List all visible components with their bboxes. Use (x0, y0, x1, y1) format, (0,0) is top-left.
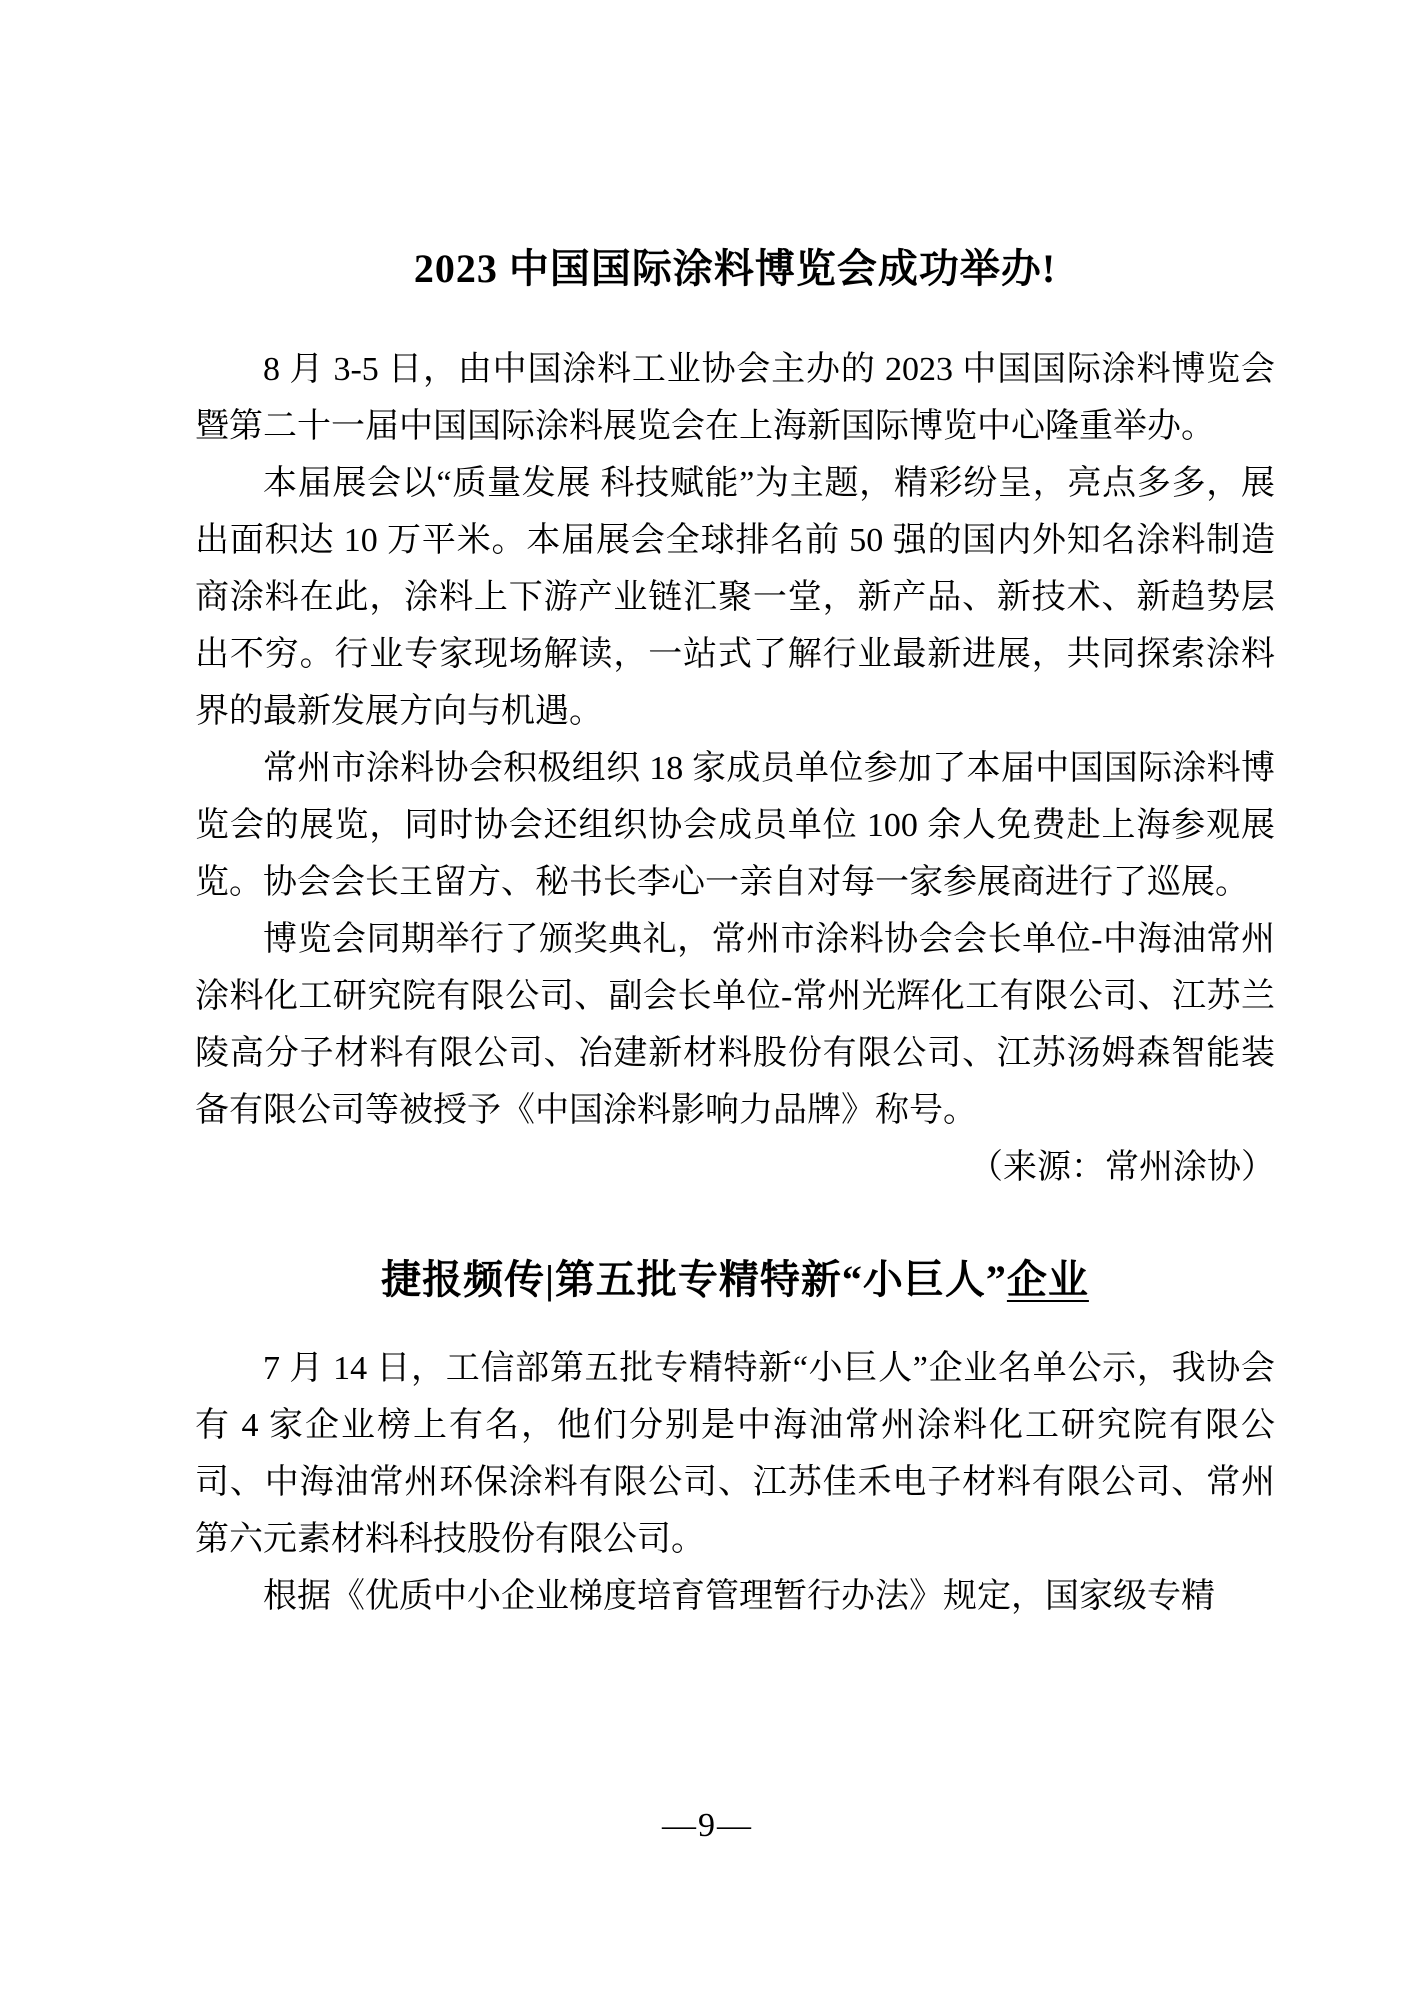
article-1-paragraph-2: 本届展会以“质量发展 科技赋能”为主题，精彩纷呈，亮点多多，展出面积达 10 万平米。本届展会全球排名前 50 强的国内外知名涂料制造商涂料在此，涂料上下游产业链汇聚一堂，新产品、新技术、新趋势层出不穷。行业专家现场解读，一站式了解行业最新进展，共同探索涂料界的最新发展方向与机遇。 (195, 465, 1275, 730)
article-2-title (195, 1256, 1275, 1304)
article-2-title-underlined-text: 企业 (1006, 1257, 1089, 1302)
article-2-paragraph-2: 根据《优质中小企业梯度培育管理暂行办法》规定，国家级专精 (263, 1578, 1215, 1615)
article-1-paragraph-4: 博览会同期举行了颁奖典礼，常州市涂料协会会长单位-中海油常州涂料化工研究院有限公司、副会长单位-常州光辉化工有限公司、江苏兰陵高分子材料有限公司、冶建新材料股份有限公司、江苏汤姆森智能装备有限公司等被授予《中国涂料影响力品牌》称号。 (195, 921, 1275, 1129)
article-1-paragraph-3: 常州市涂料协会积极组织 18 家成员单位参加了本届中国国际涂料博览会的展览，同时协会还组织协会成员单位 100 余人免费赴上海参观展览。协会会长王留方、秘书长李心一亲自对每一家参展商进行了巡展。 (195, 750, 1275, 901)
source-attribution: （来源：常州涂协） (969, 1149, 1275, 1186)
article-2-title-text: 捷报频传|第五批专精特新“小巨人” (381, 1257, 1007, 1302)
article-2-paragraph-1: 7 月 14 日，工信部第五批专精特新“小巨人”企业名单公示，我协会有 4 家企业榜上有名，他们分别是中海油常州涂料化工研究院有限公司、中海油常州环保涂料有限公司、江苏佳禾电子材料有限公司、常州第六元素材料科技股份有限公司。 (195, 1350, 1275, 1558)
article-1-paragraph-1: 8 月 3-5 日，由中国涂料工业协会主办的 2023 中国国际涂料博览会暨第二十一届中国国际涂料展览会在上海新国际博览中心隆重举办。 (195, 351, 1275, 445)
article-1-title: 2023 中国国际涂料博览会成功举办! (413, 246, 1057, 291)
page-number: —9— (662, 1807, 753, 1844)
